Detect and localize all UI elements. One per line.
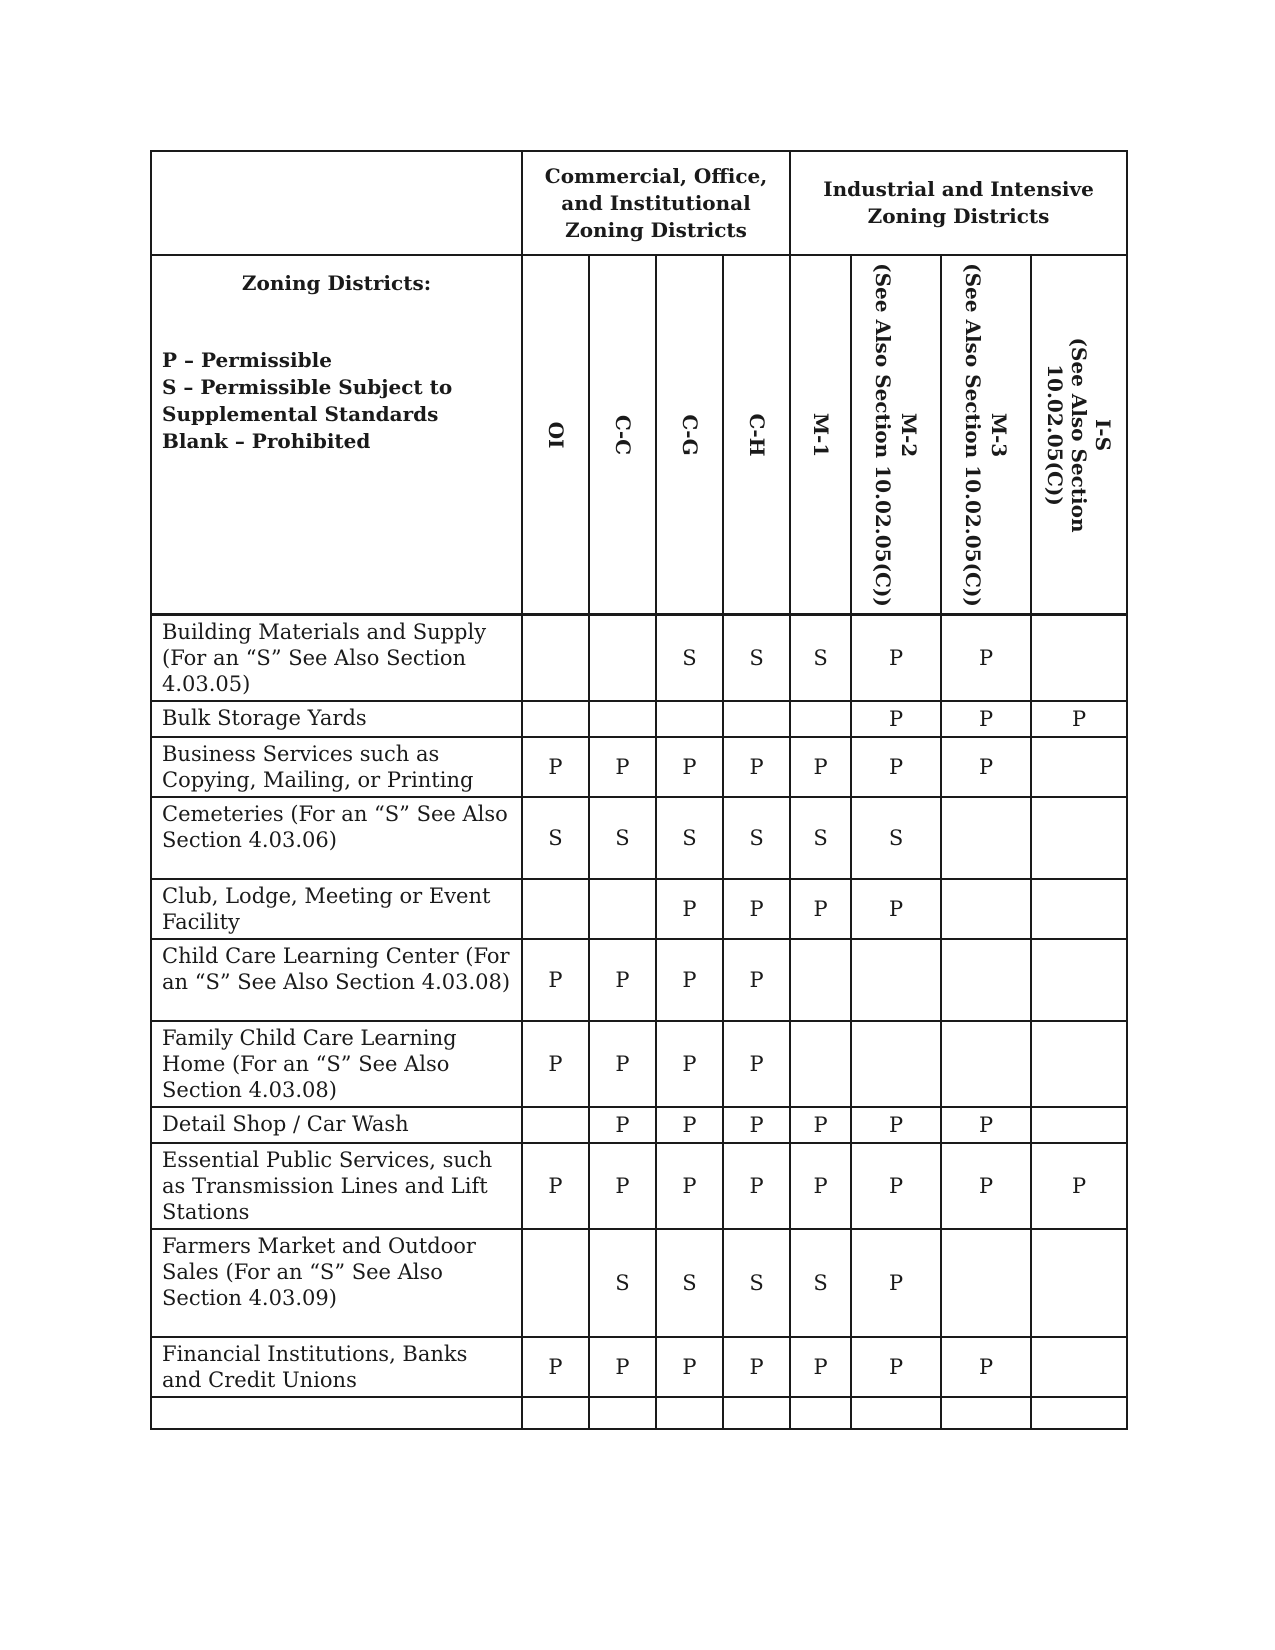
permission-cell (522, 701, 589, 737)
permission-cell (941, 879, 1031, 939)
permission-cell: P (522, 1337, 589, 1397)
permission-cell: P (941, 1107, 1031, 1143)
permission-cell: P (723, 1107, 790, 1143)
use-name: Family Child Care Learning Home (For an “S” See Also Section 4.03.08) (151, 1021, 522, 1107)
permission-cell: P (589, 939, 656, 1021)
permission-cell: S (522, 797, 589, 879)
permission-cell: P (522, 737, 589, 797)
permission-cell: S (589, 1229, 656, 1337)
permission-cell: P (589, 1107, 656, 1143)
permission-cell: P (589, 1021, 656, 1107)
use-name: Cemeteries (For an “S” See Also Section 4.03.06) (151, 797, 522, 879)
legend-cell (151, 255, 522, 615)
permission-cell: P (656, 939, 723, 1021)
permission-cell: P (723, 939, 790, 1021)
table-row (151, 701, 1127, 737)
table-row (151, 1337, 1127, 1397)
permission-cell: P (851, 701, 941, 737)
permission-cell: S (851, 797, 941, 879)
permission-cell: P (656, 1021, 723, 1107)
table-row (151, 939, 1127, 1021)
permission-cell: P (522, 1143, 589, 1229)
legend-title: Zoning Districts: (241, 271, 432, 295)
permission-cell: P (851, 1229, 941, 1337)
permission-cell: P (656, 1337, 723, 1397)
permission-cell (522, 615, 589, 702)
district-header-m3: M-3 (See Also Section 10.02.05(C)) (941, 255, 1031, 615)
permission-cell: P (790, 879, 851, 939)
district-header-m2: M-2 (See Also Section 10.02.05(C)) (851, 255, 941, 615)
district-header-row (151, 255, 1127, 615)
permission-cell: P (790, 1107, 851, 1143)
zoning-use-table (150, 150, 1128, 1430)
empty-row (151, 1397, 1127, 1429)
legend-permissible: P – Permissible (162, 348, 332, 372)
permission-cell (941, 797, 1031, 879)
permission-cell: P (941, 1143, 1031, 1229)
permission-cell: P (522, 939, 589, 1021)
use-name: Child Care Learning Center (For an “S” See Also Section 4.03.08) (151, 939, 522, 1021)
permission-cell: P (941, 737, 1031, 797)
commercial-group-header: Commercial, Office, and Institutional Zoning Districts (522, 151, 790, 255)
permission-cell (1031, 1337, 1127, 1397)
permission-cell (1031, 797, 1127, 879)
permission-cell: P (723, 1143, 790, 1229)
permission-cell: P (723, 879, 790, 939)
use-name: Farmers Market and Outdoor Sales (For an “S” See Also Section 4.03.09) (151, 1229, 522, 1337)
permission-cell (1031, 939, 1127, 1021)
use-name: Financial Institutions, Banks and Credit Unions (151, 1337, 522, 1397)
use-name: Building Materials and Supply (For an “S” See Also Section 4.03.05) (151, 615, 522, 702)
permission-cell: P (522, 1021, 589, 1107)
permission-cell: S (723, 797, 790, 879)
permission-cell: P (790, 737, 851, 797)
use-name: Detail Shop / Car Wash (151, 1107, 522, 1143)
table-row (151, 797, 1127, 879)
use-rows (151, 615, 1127, 1398)
permission-cell (1031, 1021, 1127, 1107)
permission-cell: P (851, 737, 941, 797)
permission-cell (589, 701, 656, 737)
table-row (151, 1021, 1127, 1107)
permission-cell: S (790, 797, 851, 879)
district-header-m1: M-1 (790, 255, 851, 615)
use-name: Business Services such as Copying, Mailing, or Printing (151, 737, 522, 797)
table-row (151, 879, 1127, 939)
permission-cell: P (851, 1337, 941, 1397)
permission-cell: P (656, 1107, 723, 1143)
legend-prohibited: Blank – Prohibited (162, 429, 371, 453)
permission-cell: P (941, 615, 1031, 702)
industrial-group-header: Industrial and Intensive Zoning Districts (790, 151, 1127, 255)
table-row (151, 1107, 1127, 1143)
permission-cell: P (656, 1143, 723, 1229)
permission-cell (941, 1229, 1031, 1337)
permission-cell (1031, 615, 1127, 702)
table-row (151, 1143, 1127, 1229)
permission-cell (851, 1021, 941, 1107)
permission-cell (589, 615, 656, 702)
permission-cell (1031, 1107, 1127, 1143)
permission-cell (522, 1229, 589, 1337)
permission-cell: P (941, 701, 1031, 737)
permission-cell: P (851, 1107, 941, 1143)
permission-cell: S (790, 615, 851, 702)
permission-cell (522, 1107, 589, 1143)
permission-cell: P (589, 1337, 656, 1397)
permission-cell (522, 879, 589, 939)
district-header-ch: C-H (723, 255, 790, 615)
group-header-row (151, 151, 1127, 255)
district-header-cc: C-C (589, 255, 656, 615)
permission-cell (589, 879, 656, 939)
table-row (151, 737, 1127, 797)
permission-cell (1031, 879, 1127, 939)
permission-cell: P (790, 1337, 851, 1397)
permission-cell: S (656, 615, 723, 702)
permission-cell: P (851, 615, 941, 702)
permission-cell (790, 701, 851, 737)
blank-header-cell (151, 151, 522, 255)
use-name: Club, Lodge, Meeting or Event Facility (151, 879, 522, 939)
permission-cell (941, 939, 1031, 1021)
permission-cell (790, 1021, 851, 1107)
permission-cell: S (723, 615, 790, 702)
permission-cell: S (790, 1229, 851, 1337)
permission-cell: P (589, 1143, 656, 1229)
use-name: Bulk Storage Yards (151, 701, 522, 737)
permission-cell: S (656, 797, 723, 879)
use-name: Essential Public Services, such as Transmission Lines and Lift Stations (151, 1143, 522, 1229)
district-header-is: I-S (See Also Section 10.02.05(C)) (1031, 255, 1127, 615)
permission-cell (851, 939, 941, 1021)
permission-cell: P (851, 1143, 941, 1229)
table-row (151, 1229, 1127, 1337)
permission-cell: P (1031, 701, 1127, 737)
permission-cell: P (589, 737, 656, 797)
permission-cell: P (723, 1021, 790, 1107)
legend-supplemental: S – Permissible Subject to Supplemental Standards (162, 375, 453, 426)
table-row (151, 615, 1127, 702)
permission-cell (1031, 1229, 1127, 1337)
permission-cell (1031, 737, 1127, 797)
permission-cell: S (656, 1229, 723, 1337)
permission-cell: P (656, 737, 723, 797)
permission-cell: P (723, 737, 790, 797)
permission-cell: P (851, 879, 941, 939)
permission-cell: P (1031, 1143, 1127, 1229)
permission-cell: P (790, 1143, 851, 1229)
permission-cell: P (656, 879, 723, 939)
permission-cell: S (589, 797, 656, 879)
district-header-oi: OI (522, 255, 589, 615)
permission-cell (723, 701, 790, 737)
permission-cell (656, 701, 723, 737)
permission-cell: S (723, 1229, 790, 1337)
permission-cell (790, 939, 851, 1021)
district-header-cg: C-G (656, 255, 723, 615)
permission-cell (941, 1021, 1031, 1107)
permission-cell: P (941, 1337, 1031, 1397)
permission-cell: P (723, 1337, 790, 1397)
